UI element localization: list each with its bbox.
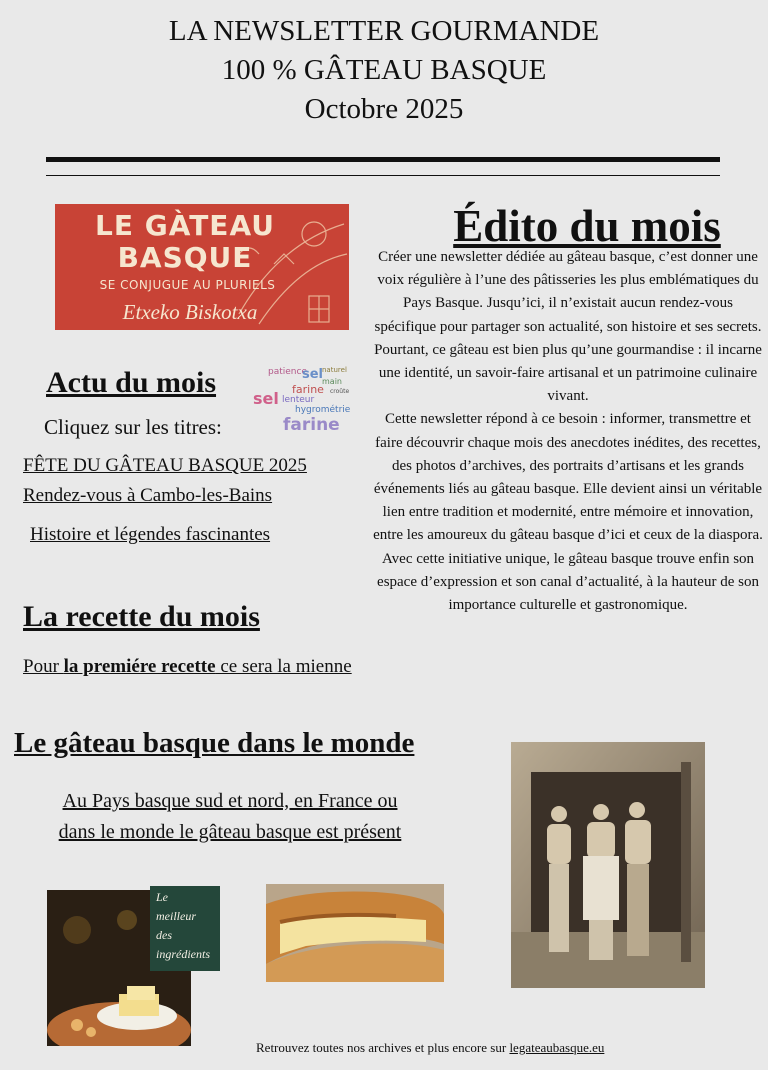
edito-text: [373, 246, 763, 617]
divider-thin: [46, 175, 720, 176]
actu-heading: Actu du mois: [46, 366, 217, 399]
word-patience: patience: [268, 367, 307, 377]
monde-line-1: Au Pays basque sud et nord, en France ou: [62, 790, 398, 812]
link-cambo-les-bains[interactable]: Rendez-vous à Cambo-les-Bains: [23, 485, 273, 506]
word-croute: croûte: [330, 388, 350, 395]
newsletter-subtitle: 100 % GÂTEAU BASQUE: [221, 54, 547, 86]
edito-heading: Édito du mois: [453, 201, 721, 251]
svg-text:sel: sel: [253, 389, 279, 408]
word-cloud-image: [250, 360, 356, 434]
link-fete-gateau-basque[interactable]: FÊTE DU GÂTEAU BASQUE 2025: [23, 455, 307, 476]
ingredients-line-4: ingrédients: [156, 947, 210, 961]
recette-prefix: Pour: [23, 656, 64, 677]
link-histoire-legendes[interactable]: Histoire et légendes fascinantes: [30, 524, 271, 545]
archive-photo-bakers: [511, 742, 705, 988]
footer: [256, 1040, 604, 1056]
monde-heading: Le gâteau basque dans le monde: [14, 727, 415, 759]
edito-heading-wrap: [375, 200, 768, 252]
edito-paragraph-2: Cette newsletter répond à ce besoin : informer, transmettre et faire découvrir chaque mois des anecdotes inédites, des recettes, des photos d’archives, des portraits d’artisans et les grands événements liés au gâteau basque. Elle devient ainsi un véritable lien entre tradition et modernité, entre mémoire et innovation, entre les amoureux du gâteau basque d’ici et ceux de la diaspora.: [373, 411, 763, 544]
ingredients-line-1: Le: [156, 890, 168, 904]
word-farine-small: farine: [292, 383, 324, 396]
monde-link[interactable]: [20, 786, 440, 848]
banner-title: LE GÀTEAU BASQUE: [95, 209, 275, 274]
word-main: main: [322, 377, 342, 386]
gateau-basque-photo: [266, 884, 444, 982]
ingredients-line-3: des: [156, 928, 172, 942]
banner-signature: Etxeko Biskotxa: [122, 300, 258, 324]
actu-instructions: Cliquez sur les titres:: [44, 415, 222, 439]
footer-website-link[interactable]: legateaubasque.eu: [509, 1040, 605, 1055]
recette-heading: La recette du mois: [23, 600, 260, 633]
masthead: [0, 12, 768, 129]
ingredients-card: [150, 886, 220, 971]
ingredients-line-2: meilleur: [156, 909, 196, 923]
word-sel: sel: [302, 367, 324, 382]
monde-line-2: dans le monde le gâteau basque est présent: [58, 821, 402, 843]
banner-image: [55, 204, 349, 330]
word-naturel: naturel: [322, 366, 347, 374]
word-hygrometrie: hygrométrie: [295, 405, 351, 415]
edito-paragraph-1: Créer une newsletter dédiée au gâteau basque, c’est donner une voix régulière à l’une des pâtisseries les plus emblématiques du Pays Basque. Jusqu’ici, il n’existait aucun rendez-vous spécifique pour partager son actualité, son histoire et ses secrets. Pourtant, ce gâteau est bien plus qu’une gourmandise : il incarne une identité, un savoir-faire artisanal et un patrimoine culinaire vivant.: [374, 249, 762, 405]
newsletter-title: LA NEWSLETTER GOURMANDE: [168, 15, 600, 47]
recette-suffix: ce sera la mienne: [215, 656, 352, 677]
banner-subtitle: SE CONJUGUE AU PLURIELS: [99, 278, 276, 292]
recette-link[interactable]: [23, 656, 352, 678]
edito-paragraph-3: Avec cette initiative unique, le gâteau basque trouve enfin son espace d’expression et son canal d’actualité, à la hauteur de son importance culturelle et gastronomique.: [377, 550, 759, 614]
divider-thick: [46, 157, 720, 162]
word-farine: farine: [283, 415, 340, 434]
word-lenteur: lenteur: [282, 395, 315, 405]
recette-bold: la premiére recette: [63, 656, 216, 677]
footer-text: Retrouvez toutes nos archives et plus encore sur: [256, 1040, 510, 1055]
issue-date: Octobre 2025: [304, 93, 464, 125]
